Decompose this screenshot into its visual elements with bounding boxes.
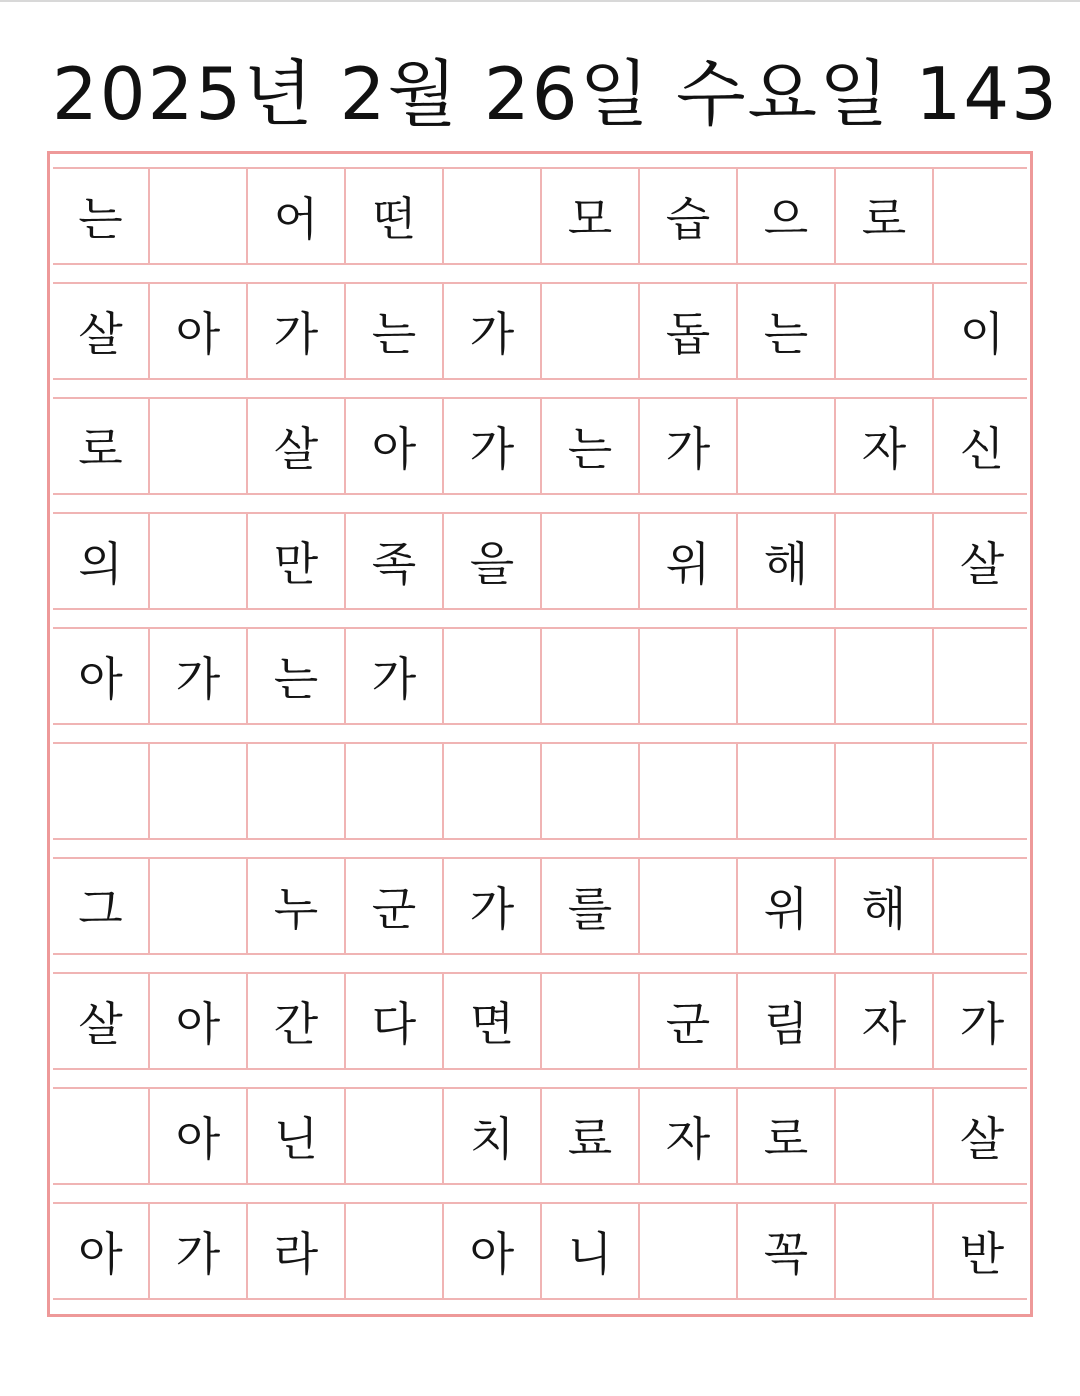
- manuscript-cell: [540, 629, 638, 723]
- manuscript-cell: 가: [148, 629, 246, 723]
- manuscript-cell: 습: [638, 169, 736, 263]
- manuscript-cell: 자: [834, 974, 932, 1068]
- manuscript-cell: [932, 744, 1030, 838]
- manuscript-cell: 돕: [638, 284, 736, 378]
- manuscript-cell: [442, 744, 540, 838]
- manuscript-cell: [53, 744, 148, 838]
- manuscript-cell: [540, 284, 638, 378]
- manuscript-cell: 니: [540, 1204, 638, 1298]
- manuscript-cell: 해: [834, 859, 932, 953]
- manuscript-cell: [148, 514, 246, 608]
- manuscript-row: [53, 857, 1027, 955]
- manuscript-cell: [148, 169, 246, 263]
- manuscript-cell: [148, 859, 246, 953]
- manuscript-cell: 이: [932, 284, 1030, 378]
- manuscript-cell: [932, 629, 1030, 723]
- manuscript-cell: 위: [638, 514, 736, 608]
- manuscript-cell: [246, 744, 344, 838]
- manuscript-cell: 료: [540, 1089, 638, 1183]
- manuscript-row: [53, 512, 1027, 610]
- manuscript-cell: 를: [540, 859, 638, 953]
- manuscript-cell: [638, 744, 736, 838]
- manuscript-cell: [834, 514, 932, 608]
- manuscript-cell: 가: [932, 974, 1030, 1068]
- manuscript-cell: 만: [246, 514, 344, 608]
- manuscript-cell: [344, 1204, 442, 1298]
- manuscript-cell: 아: [344, 399, 442, 493]
- manuscript-cell: [834, 629, 932, 723]
- manuscript-cell: 는: [540, 399, 638, 493]
- manuscript-cell: 누: [246, 859, 344, 953]
- manuscript-cell: 신: [932, 399, 1030, 493]
- manuscript-cell: 살: [78, 997, 123, 1051]
- manuscript-cell: 아: [442, 1204, 540, 1298]
- manuscript-cell: 을: [442, 514, 540, 608]
- manuscript-cell: 라: [246, 1204, 344, 1298]
- manuscript-row: [53, 627, 1027, 725]
- manuscript-cell: 족: [344, 514, 442, 608]
- manuscript-cell: 으: [736, 169, 834, 263]
- manuscript-cell: 군: [638, 974, 736, 1068]
- manuscript-cell: 아: [148, 284, 246, 378]
- manuscript-cell: 해: [736, 514, 834, 608]
- manuscript-cell: 모: [540, 169, 638, 263]
- manuscript-cell: 의: [78, 537, 123, 591]
- manuscript-cell: [442, 629, 540, 723]
- manuscript-cell: 간: [246, 974, 344, 1068]
- manuscript-cell: 림: [736, 974, 834, 1068]
- manuscript-cell: 로: [834, 169, 932, 263]
- manuscript-cell: 살: [246, 399, 344, 493]
- manuscript-cell: [540, 514, 638, 608]
- manuscript-row: [53, 1202, 1027, 1300]
- manuscript-cell: 가: [344, 629, 442, 723]
- manuscript-cell: 가: [442, 859, 540, 953]
- manuscript-cell: [540, 744, 638, 838]
- manuscript-cell: 자: [834, 399, 932, 493]
- manuscript-cell: 자: [638, 1089, 736, 1183]
- manuscript-cell: 아: [78, 652, 123, 706]
- manuscript-cell: [736, 629, 834, 723]
- manuscript-cell: [344, 744, 442, 838]
- manuscript-cell: [148, 399, 246, 493]
- manuscript-cell: 가: [442, 284, 540, 378]
- manuscript-cell: 군: [344, 859, 442, 953]
- manuscript-cell: 면: [442, 974, 540, 1068]
- manuscript-row: [53, 167, 1027, 265]
- manuscript-cell: 다: [344, 974, 442, 1068]
- manuscript-cell: [736, 399, 834, 493]
- manuscript-cell: 살: [78, 307, 123, 361]
- manuscript-row: [53, 742, 1027, 840]
- manuscript-cell: [638, 859, 736, 953]
- manuscript-cell: [148, 744, 246, 838]
- manuscript-row: [53, 397, 1027, 495]
- manuscript-cell: [638, 1204, 736, 1298]
- manuscript-cell: 는: [246, 629, 344, 723]
- manuscript-cell: [638, 629, 736, 723]
- date-heading: 2025년 2월 26일 수요일 143: [52, 52, 1059, 136]
- manuscript-cell: [834, 1204, 932, 1298]
- manuscript-cell: [932, 169, 1030, 263]
- manuscript-cell: 떤: [344, 169, 442, 263]
- manuscript-cell: 는: [736, 284, 834, 378]
- manuscript-cell: [736, 744, 834, 838]
- manuscript-cell: 어: [246, 169, 344, 263]
- top-divider: [0, 0, 1080, 2]
- manuscript-cell: 로: [736, 1089, 834, 1183]
- manuscript-sheet: [47, 151, 1033, 1317]
- manuscript-cell: 위: [736, 859, 834, 953]
- manuscript-row: [53, 282, 1027, 380]
- manuscript-cell: 살: [932, 514, 1030, 608]
- manuscript-cell: [540, 974, 638, 1068]
- manuscript-row: [53, 1087, 1027, 1185]
- manuscript-cell: 아: [148, 974, 246, 1068]
- manuscript-cell: 살: [932, 1089, 1030, 1183]
- manuscript-cell: 꼭: [736, 1204, 834, 1298]
- manuscript-cell: [53, 1089, 148, 1183]
- manuscript-cell: 아: [78, 1227, 123, 1281]
- manuscript-cell: [834, 744, 932, 838]
- manuscript-cell: [834, 284, 932, 378]
- manuscript-cell: 닌: [246, 1089, 344, 1183]
- manuscript-cell: 가: [442, 399, 540, 493]
- manuscript-cell: 가: [148, 1204, 246, 1298]
- manuscript-cell: 가: [246, 284, 344, 378]
- manuscript-cell: 반: [932, 1204, 1030, 1298]
- manuscript-cell: [932, 859, 1030, 953]
- manuscript-cell: 가: [638, 399, 736, 493]
- manuscript-cell: [834, 1089, 932, 1183]
- manuscript-cell: 는: [344, 284, 442, 378]
- manuscript-cell: 아: [148, 1089, 246, 1183]
- manuscript-cell: 그: [78, 882, 123, 936]
- manuscript-cell: 치: [442, 1089, 540, 1183]
- manuscript-cell: 는: [78, 192, 123, 246]
- manuscript-cell: [442, 169, 540, 263]
- manuscript-row: [53, 972, 1027, 1070]
- manuscript-cell: 로: [78, 422, 123, 476]
- manuscript-cell: [344, 1089, 442, 1183]
